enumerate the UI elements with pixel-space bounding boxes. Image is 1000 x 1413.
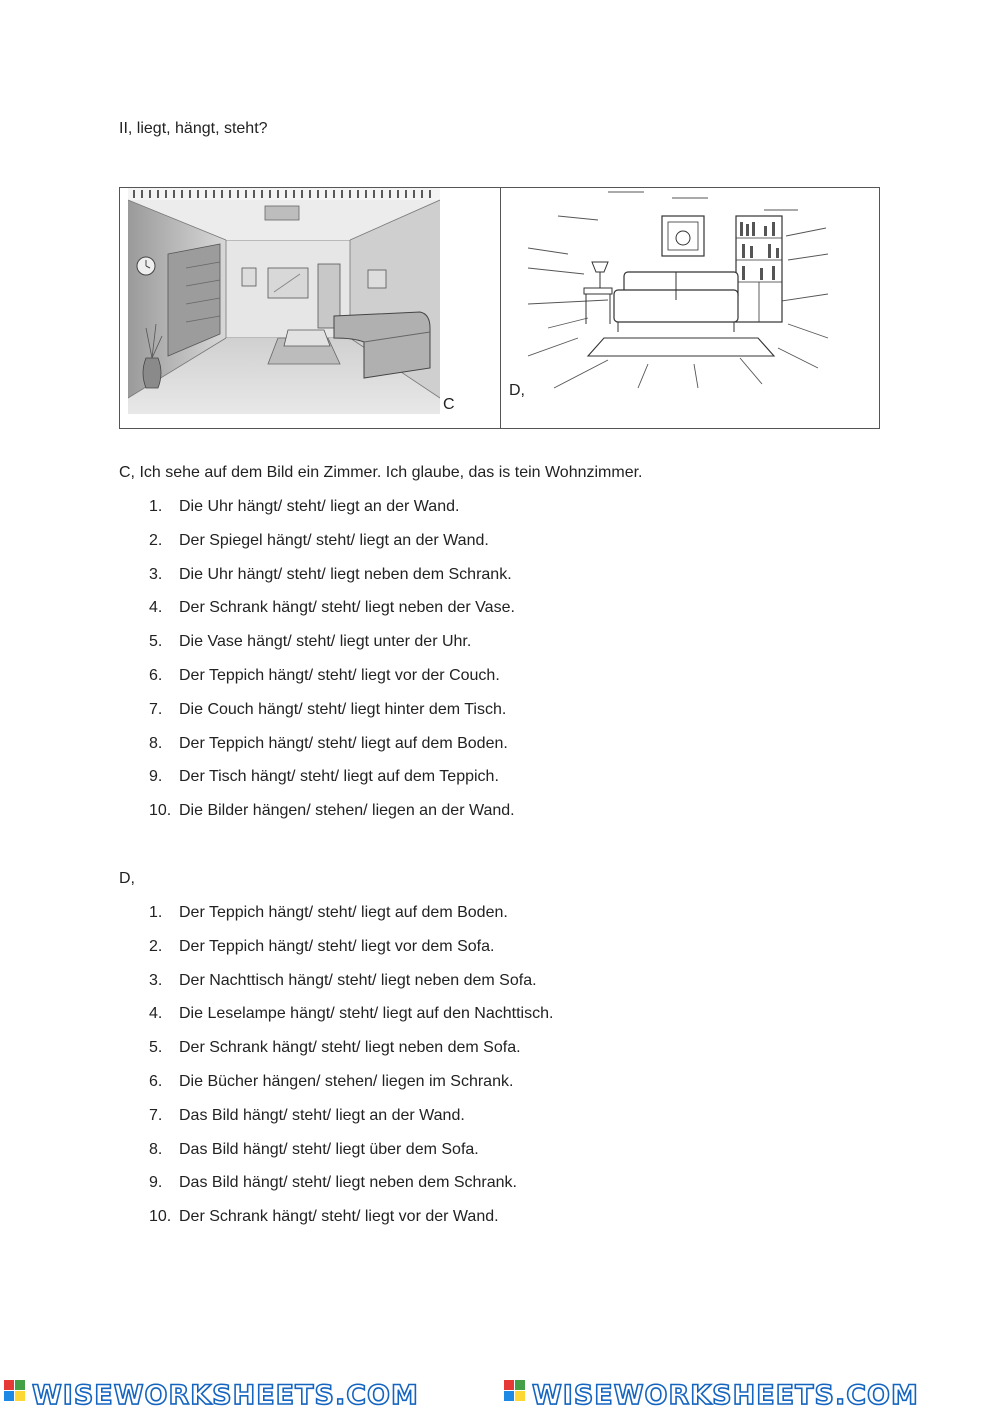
item-text: Der Nachttisch hängt/ steht/ liegt neben dem Sofa. xyxy=(179,971,537,989)
item-text: Die Uhr hängt/ steht/ liegt neben dem Schrank. xyxy=(179,565,512,583)
item-number: 4. xyxy=(149,599,163,617)
item-number: 5. xyxy=(149,633,163,651)
living-room-line-drawing-d xyxy=(528,188,830,400)
picture-table xyxy=(119,187,880,429)
item-number: 1. xyxy=(149,498,163,515)
picture-label-d: D, xyxy=(509,382,525,399)
item-number: 10. xyxy=(149,1208,172,1226)
item-text: Der Tisch hängt/ steht/ liegt auf dem Teppich. xyxy=(179,768,499,786)
item-number: 10. xyxy=(149,802,172,820)
item-number: 8. xyxy=(149,1140,163,1158)
item-text: Das Bild hängt/ steht/ liegt über dem Sofa. xyxy=(179,1140,479,1158)
item-number: 4. xyxy=(149,1005,163,1023)
item-number: 7. xyxy=(149,700,163,718)
section-d-heading: D, xyxy=(119,870,135,887)
item-text: Die Couch hängt/ steht/ liegt hinter dem Tisch. xyxy=(179,700,507,718)
item-text: Der Schrank hängt/ steht/ liegt neben dem Sofa. xyxy=(179,1039,521,1057)
item-number: 9. xyxy=(149,1174,163,1192)
item-number: 8. xyxy=(149,734,163,752)
item-text: Der Schrank hängt/ steht/ liegt vor der Wand. xyxy=(179,1208,499,1226)
item-text: Die Leselampe hängt/ steht/ liegt auf den Nachttisch. xyxy=(179,1005,554,1023)
logo-badge-icon xyxy=(4,1380,25,1401)
item-text: Der Teppich hängt/ steht/ liegt vor der Couch. xyxy=(179,666,500,684)
item-number: 2. xyxy=(149,531,163,549)
item-text: Der Teppich hängt/ steht/ liegt vor dem Sofa. xyxy=(179,937,495,955)
item-number: 3. xyxy=(149,565,163,583)
living-room-sketch-c xyxy=(128,188,440,414)
item-number: 1. xyxy=(149,904,163,921)
item-text: Der Spiegel hängt/ steht/ liegt an der Wand. xyxy=(179,531,489,549)
item-text: Das Bild hängt/ steht/ liegt an der Wand. xyxy=(179,1106,465,1124)
logo-badge-icon xyxy=(504,1380,525,1401)
section-c-intro: C, Ich sehe auf dem Bild ein Zimmer. Ich glaube, das is tein Wohnzimmer. xyxy=(119,464,643,481)
svg-text:WISEWORKSHEETS.COM: WISEWORKSHEETS.COM xyxy=(532,1380,919,1411)
item-text: Die Vase hängt/ steht/ liegt unter der Uhr. xyxy=(179,633,472,651)
item-number: 6. xyxy=(149,1072,163,1090)
item-number: 3. xyxy=(149,971,163,989)
item-number: 2. xyxy=(149,937,163,955)
item-text: Der Teppich hängt/ steht/ liegt auf dem Boden. xyxy=(179,904,508,921)
item-number: 6. xyxy=(149,666,163,684)
page-title: II, liegt, hängt, steht? xyxy=(119,120,268,137)
picture-label-c: C xyxy=(443,396,455,413)
item-number: 5. xyxy=(149,1039,163,1057)
item-number: 7. xyxy=(149,1106,163,1124)
item-text: Die Bücher hängen/ stehen/ liegen im Schrank. xyxy=(179,1072,514,1090)
item-text: Die Uhr hängt/ steht/ liegt an der Wand. xyxy=(179,498,460,515)
item-text: Der Teppich hängt/ steht/ liegt auf dem Boden. xyxy=(179,734,508,752)
svg-text:WISEWORKSHEETS.COM: WISEWORKSHEETS.COM xyxy=(32,1380,419,1411)
wiseworksheets-logo-banner xyxy=(0,1374,1000,1413)
item-number: 9. xyxy=(149,768,163,786)
table-divider xyxy=(500,188,501,428)
item-text: Die Bilder hängen/ stehen/ liegen an der Wand. xyxy=(179,802,515,820)
item-text: Der Schrank hängt/ steht/ liegt neben der Vase. xyxy=(179,599,515,617)
item-text: Das Bild hängt/ steht/ liegt neben dem Schrank. xyxy=(179,1174,517,1192)
